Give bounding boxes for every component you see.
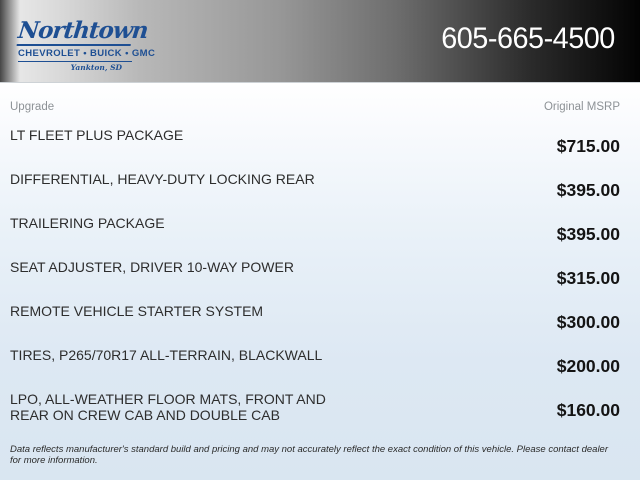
upgrade-price: $200.00 [556,355,620,376]
upgrade-name: LT FLEET PLUS PACKAGE [10,127,184,143]
upgrades-page [0,83,640,480]
upgrade-price: $300.00 [556,311,620,332]
table-header-row [10,83,620,121]
table-row [10,165,620,209]
dealer-logo [16,17,156,72]
upgrades-table [10,83,620,429]
upgrade-name: SEAT ADJUSTER, DRIVER 10-WAY POWER [10,259,294,275]
upgrade-price: $395.00 [556,179,620,200]
table-row [10,209,620,253]
column-header-msrp: Original MSRP [543,101,620,113]
upgrade-name: LPO, ALL-WEATHER FLOOR MATS, FRONT AND REAR ON CREW CAB AND DOUBLE CAB [10,391,326,424]
disclaimer-text: Data reflects manufacturer's standard build and pricing and may not accurately reflect the exact condition of this vehicle. Please contact dealer for more information. [10,444,608,466]
upgrade-price: $315.00 [556,267,620,288]
table-row [10,121,620,165]
table-row [10,385,620,429]
phone-number: 605-665-4500 [441,22,615,55]
upgrade-price: $160.00 [556,399,620,420]
table-row [10,297,620,341]
upgrade-price: $715.00 [556,135,620,156]
table-row [10,341,620,385]
upgrade-name: TIRES, P265/70R17 ALL-TERRAIN, BLACKWALL [10,347,323,363]
dealer-brands: CHEVROLET • BUICK • GMC [18,46,132,62]
table-row [10,253,620,297]
upgrade-name: REMOTE VEHICLE STARTER SYSTEM [10,303,264,319]
upgrade-name: DIFFERENTIAL, HEAVY-DUTY LOCKING REAR [10,171,315,187]
upgrade-name: TRAILERING PACKAGE [10,215,165,231]
upgrade-price: $395.00 [556,223,620,244]
dealer-location: Yankton, SD [70,63,122,72]
dealer-header [0,0,640,83]
column-header-upgrade: Upgrade [10,101,55,113]
upgrades-table-body [10,121,620,429]
dealer-name-script: Northtown [16,17,149,44]
